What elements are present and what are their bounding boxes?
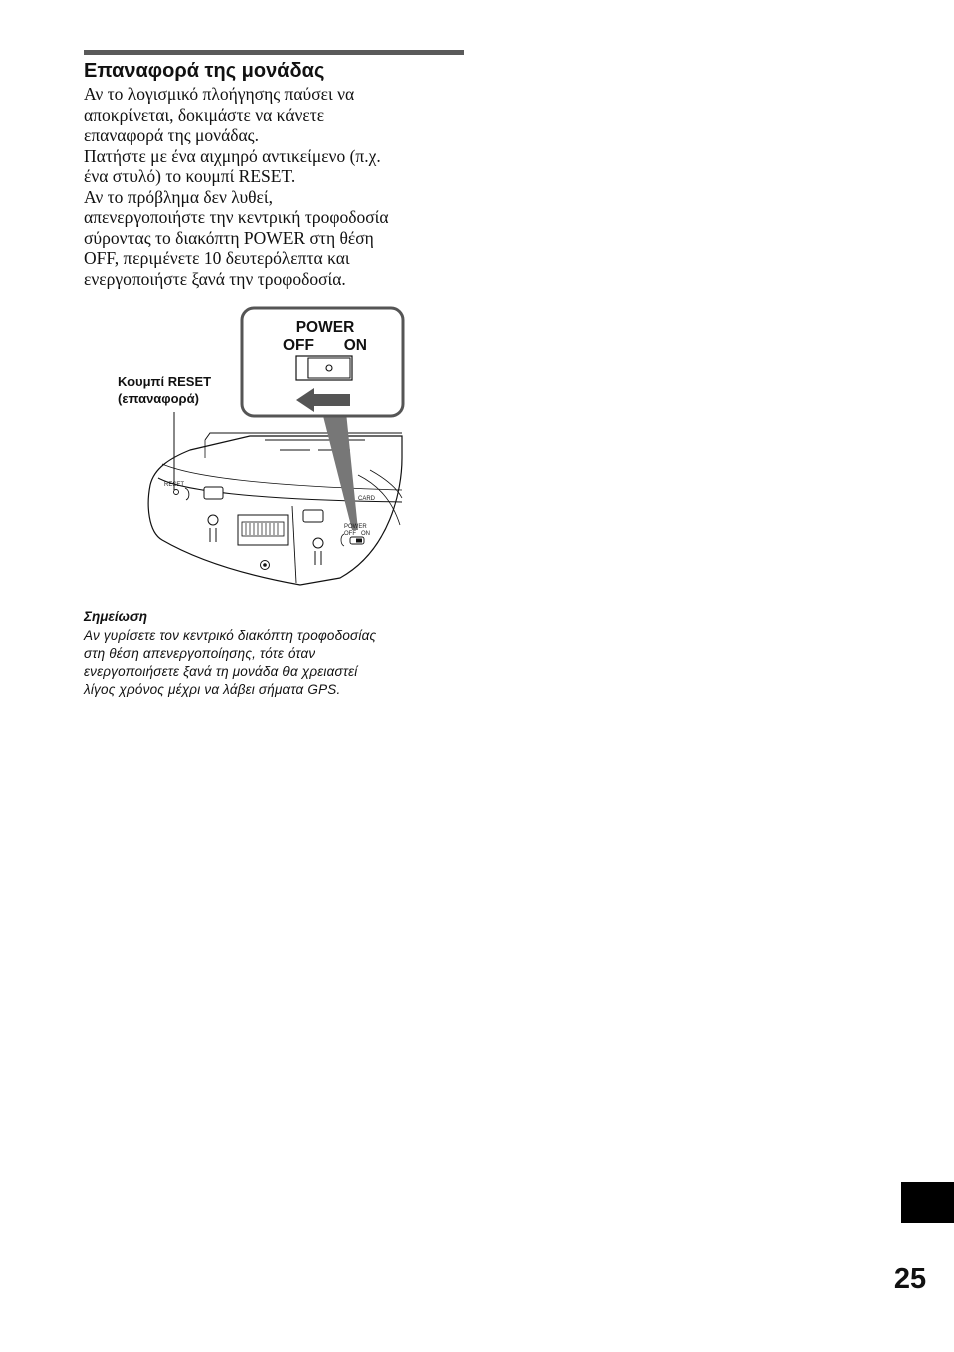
text-line: απενεργοποιήστε την κεντρική τροφοδοσία (84, 207, 389, 227)
device-illustration (100, 300, 420, 590)
power-switch-positions (283, 337, 367, 355)
text-line: Πατήστε με ένα αιχμηρό αντικείμενο (π.χ. (84, 145, 381, 166)
text-line: Αν το πρόβλημα δεν λυθεί, (84, 186, 273, 207)
note-text (84, 627, 474, 699)
text-line: ενεργοποιήστε ξανά την τροφοδοσία. (84, 268, 346, 289)
note-line: λίγος χρόνος μέχρι να λάβει σήματα GPS. (84, 682, 341, 697)
section-tab-marker (901, 1182, 954, 1223)
section-title: Επαναφορά της μονάδας (84, 60, 325, 82)
device-off-marking: OFF (344, 531, 356, 537)
section-rule (84, 50, 464, 55)
text-line: ένα στυλό) το κουμπί RESET. (84, 166, 296, 186)
text-line: επαναφορά της μονάδας. (84, 125, 259, 145)
note-line: στη θέση απενεργοποίησης, τότε όταν (84, 646, 316, 661)
device-drawing (100, 300, 420, 590)
reset-label-line: (επαναφορά) (118, 391, 199, 406)
device-card-marking: CARD (358, 496, 376, 502)
device-power-marking: POWER (344, 524, 367, 530)
note-line: ενεργοποιήσετε ξανά τη μονάδα θα χρειαστεί (84, 664, 358, 679)
text-line: σύροντας το διακόπτη POWER στη θέση (84, 227, 374, 248)
reset-button-label (118, 373, 211, 407)
text-line: αποκρίνεται, δοκιμάστε να κάνετε (84, 104, 325, 125)
reset-label-line: Κουμπί RESET (118, 374, 212, 389)
page-number: 25 (893, 1263, 927, 1295)
instructions-text (84, 84, 464, 289)
power-switch-title: POWER (295, 319, 355, 336)
note-line: Αν γυρίσετε τον κεντρικό διακόπτη τροφοδοσίας (84, 628, 377, 643)
device-on-marking: ON (361, 531, 370, 537)
text-line: Αν το λογισμικό πλοήγησης παύσει να (84, 84, 355, 104)
text-line: OFF, περιμένετε 10 δευτερόλεπτα και (84, 248, 350, 268)
off-label: OFF (283, 337, 314, 354)
on-label: ON (343, 337, 367, 354)
device-reset-marking: RESET (164, 482, 185, 488)
note-title: Σημείωση (84, 609, 148, 624)
